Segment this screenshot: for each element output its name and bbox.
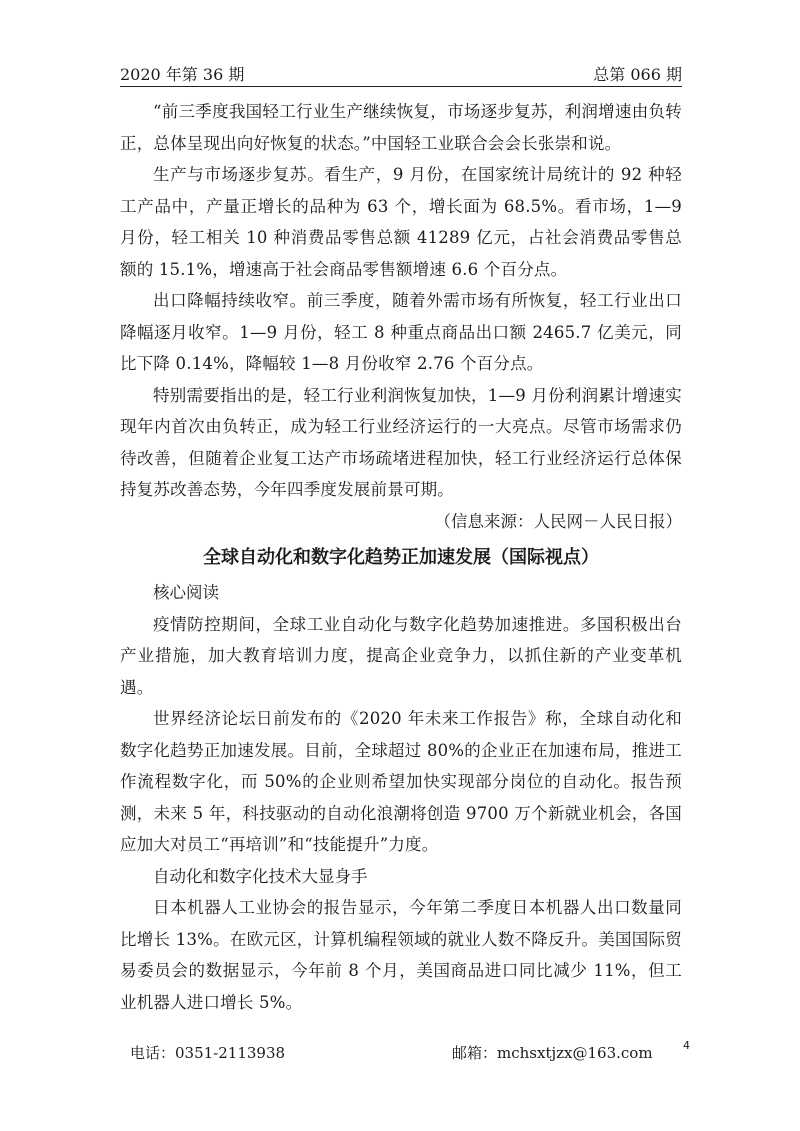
total-issue-number: 总第 066 期 [593, 65, 682, 84]
core-reading-paragraph: 疫情防控期间，全球工业自动化与数字化趋势加速推进。多国积极出台产业措施，加大教育培训力度，提高企业竞争力，以抓住新的产业变革机遇。 [120, 614, 682, 697]
article2-subheading: 自动化和数字化技术大显身手 [153, 866, 368, 886]
page-number: 4 [683, 1039, 690, 1052]
page-body [120, 96, 682, 1018]
article2-paragraph-japan: 日本机器人工业协会的报告显示，今年第二季度日本机器人出口数量同比增长 13%。在欧元区，计算机编程领域的就业人数不降反升。美国国际贸易委员会的数据显示，今年前 8 个月，美国商品进口同比减少 11%，但工业机器人进口增长 5%。 [120, 898, 682, 1012]
core-reading-heading: 核心阅读 [153, 583, 219, 602]
footer-email: 邮箱：mchsxtjzx@163.com [452, 1044, 653, 1062]
footer-phone: 电话：0351-2113938 [130, 1044, 286, 1062]
article1-paragraph-export: 出口降幅持续收窄。前三季度，随着外需市场有所恢复，轻工行业出口降幅逐月收窄。1—9 月份，轻工 8 种重点商品出口额 2465.7 亿美元，同比下降 0.14%，降幅较 1—8 月份收窄 2.76 个百分点。 [120, 291, 682, 373]
article1-paragraph-production: 生产与市场逐步复苏。看生产，9 月份，在国家统计局统计的 92 种轻工产品中，产量正增长的品种为 63 个，增长面为 68.5%。看市场，1—9 月份，轻工相关 10 种消费品零售总额 41289 亿元，占社会消费品零售总额的 15.1%，增速高于社会商品零售额增速 6.6 个百分点。 [120, 165, 682, 279]
page-header [120, 58, 682, 87]
article2-paragraph-report: 世界经济论坛日前发布的《2020 年未来工作报告》称，全球自动化和数字化趋势正加速发展。目前，全球超过 80%的企业正在加速布局，推进工作流程数字化，而 50%的企业则希望加快实现部分岗位的自动化。报告预测，未来 5 年，科技驱动的自动化浪潮将创造 9700 万个新就业机会，各国应加大对员工“再培训”和“技能提升”力度。 [120, 709, 682, 854]
issue-number: 2020 年第 36 期 [120, 65, 245, 84]
page-footer [130, 1039, 690, 1066]
article1-paragraph-profit: 特别需要指出的是，轻工行业利润恢复加快，1—9 月份利润累计增速实现年内首次由负转正，成为轻工行业经济运行的一大亮点。尽管市场需求仍待改善，但随着企业复工达产市场疏堵进程加快，轻工行业经济运行总体保持复苏改善态势，今年四季度发展前景可期。 [120, 385, 682, 499]
article2-title: 全球自动化和数字化趋势正加速发展（国际视点） [203, 547, 599, 568]
article1-paragraph-quote: “前三季度我国轻工行业生产继续恢复，市场逐步复苏，利润增速由负转正，总体呈现出向好恢复的状态。”中国轻工业联合会会长张崇和说。 [120, 102, 682, 153]
article1-source: （信息来源：人民网－人民日报） [434, 511, 682, 531]
